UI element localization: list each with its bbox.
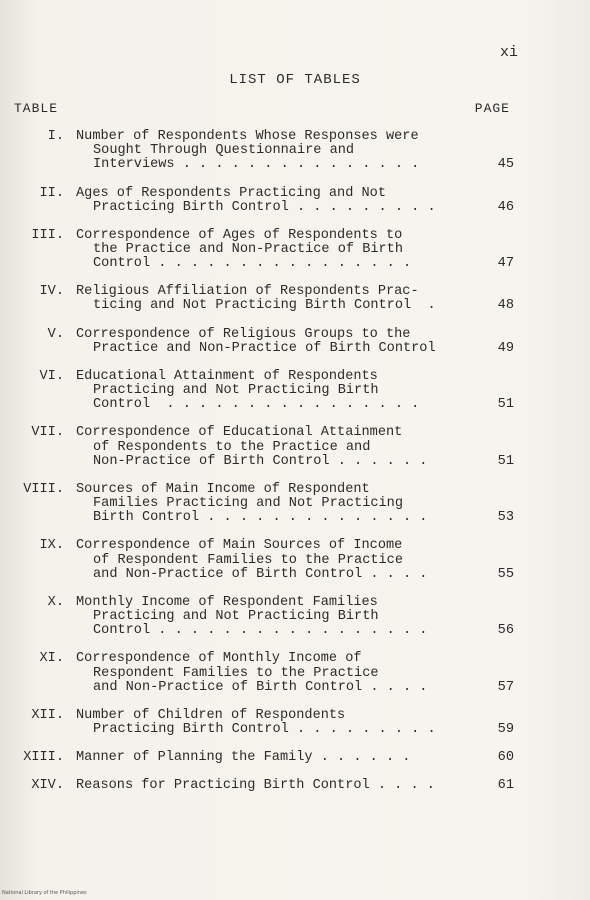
entry-line [0,723,590,737]
page-reference: 53 [497,510,514,526]
page-reference: 57 [497,679,514,695]
entry-line [0,624,590,638]
page-reference: 47 [497,256,514,272]
entry-line [0,497,590,511]
table-number: X. [47,594,64,610]
entry-line [0,596,590,610]
entry-line [0,709,590,723]
page-reference: 51 [497,453,514,469]
entry-line [0,398,590,412]
table-caption-line: Sought Through Questionnaire and [93,143,355,159]
page-reference: 49 [497,340,514,356]
entry-line [0,426,590,440]
page-reference: 60 [497,750,514,766]
entry-line [0,455,590,469]
table-caption-line: Monthly Income of Respondent Families [76,594,378,610]
table-caption-line: Control . . . . . . . . . . . . . . . . [93,256,412,272]
entry-line [0,158,590,172]
table-caption-line: Correspondence of Educational Attainment [76,425,403,441]
table-number: VII. [31,425,64,441]
entry-line [0,130,590,144]
footer-watermark: National Library of the Philippines [2,890,87,896]
table-caption-line: Number of Respondents Whose Responses were [76,129,419,144]
page-reference: 45 [497,157,514,173]
entry-line [0,539,590,553]
table-caption-line: Practicing and Not Practicing Birth [93,609,379,625]
page-reference: 59 [497,722,514,738]
table-caption-line: Practicing and Not Practicing Birth [93,383,379,399]
page-reference: 56 [497,623,514,639]
table-caption-line: Educational Attainment of Respondents [76,368,378,384]
column-header-page: PAGE [474,101,510,116]
table-caption-line: Manner of Planning the Family . . . . . . [76,750,411,766]
entry-line [0,328,590,342]
entry-line [0,243,590,257]
entry-line [0,257,590,271]
entry-line [0,511,590,525]
entry-line [0,554,590,568]
table-caption-line: Correspondence of Religious Groups to the [76,326,411,342]
table-caption-line: Interviews . . . . . . . . . . . . . . . [93,157,420,173]
entry-line [0,751,590,765]
entry-line [0,299,590,313]
table-caption-line: of Respondents to the Practice and [93,439,371,455]
page-reference: 61 [497,778,514,794]
table-caption-line: Practicing Birth Control . . . . . . . . . [93,722,436,738]
table-caption-line: Sources of Main Income of Respondent [76,481,370,497]
entry-line [0,681,590,695]
table-caption-line: and Non-Practice of Birth Control . . . . [93,566,428,582]
table-caption-line: Birth Control . . . . . . . . . . . . . . [93,510,428,526]
table-number: II. [39,185,64,201]
table-caption-line: Non-Practice of Birth Control . . . . . . [93,453,428,469]
entry-line [0,370,590,384]
table-caption-line: Correspondence of Monthly Income of [76,651,362,667]
entry-line [0,610,590,624]
table-caption-line: and Non-Practice of Birth Control . . . . [93,679,428,695]
entry-line [0,201,590,215]
page-reference: 55 [497,566,514,582]
table-caption-line: of Respondent Families to the Practice [93,552,403,568]
page-title: LIST OF TABLES [229,72,361,88]
table-caption-line: Control . . . . . . . . . . . . . . . . [93,397,420,413]
table-caption-line: Correspondence of Ages of Respondents to [76,227,403,243]
entry-line [0,342,590,356]
table-caption-line: Control . . . . . . . . . . . . . . . . . [93,623,428,639]
table-caption-line: Number of Children of Respondents [76,707,346,723]
table-number: IV. [39,284,64,300]
table-number: IX. [39,538,64,554]
table-number: VI. [39,368,64,384]
entry-line [0,187,590,201]
page-number: xi [499,44,518,61]
table-number: V. [47,326,64,342]
entry-line [0,229,590,243]
page-reference: 46 [497,199,514,215]
entry-line [0,779,590,793]
table-number: XIV. [31,778,64,794]
entry-line [0,667,590,681]
column-header-table: TABLE [14,101,59,116]
table-caption-line: Reasons for Practicing Birth Control . . . . [76,778,435,794]
entry-line [0,384,590,398]
entry-line [0,652,590,666]
page-reference: 51 [497,397,514,413]
table-number: VIII. [23,481,64,497]
table-number: XI. [39,651,64,667]
entry-line [0,441,590,455]
table-number: III. [31,227,64,243]
entry-line [0,285,590,299]
page-reference: 48 [497,298,514,314]
table-caption-line: Practice and Non-Practice of Birth Control [93,340,436,356]
entry-line [0,568,590,582]
table-caption-line: Ages of Respondents Practicing and Not [76,185,386,201]
table-caption-line: Practicing Birth Control . . . . . . . . . [93,199,436,215]
entry-line [0,144,590,158]
table-number: XII. [31,707,64,723]
table-caption-line: Families Practicing and Not Practicing [93,496,403,512]
table-caption-line: the Practice and Non-Practice of Birth [93,241,403,257]
entry-line [0,483,590,497]
table-caption-line: ticing and Not Practicing Birth Control . [93,298,436,314]
table-number: I. [47,129,64,144]
table-caption-line: Religious Affiliation of Respondents Prac- [76,284,419,300]
table-number: XIII. [23,750,64,766]
table-caption-line: Correspondence of Main Sources of Income [76,538,403,554]
table-caption-line: Respondent Families to the Practice [93,665,379,681]
